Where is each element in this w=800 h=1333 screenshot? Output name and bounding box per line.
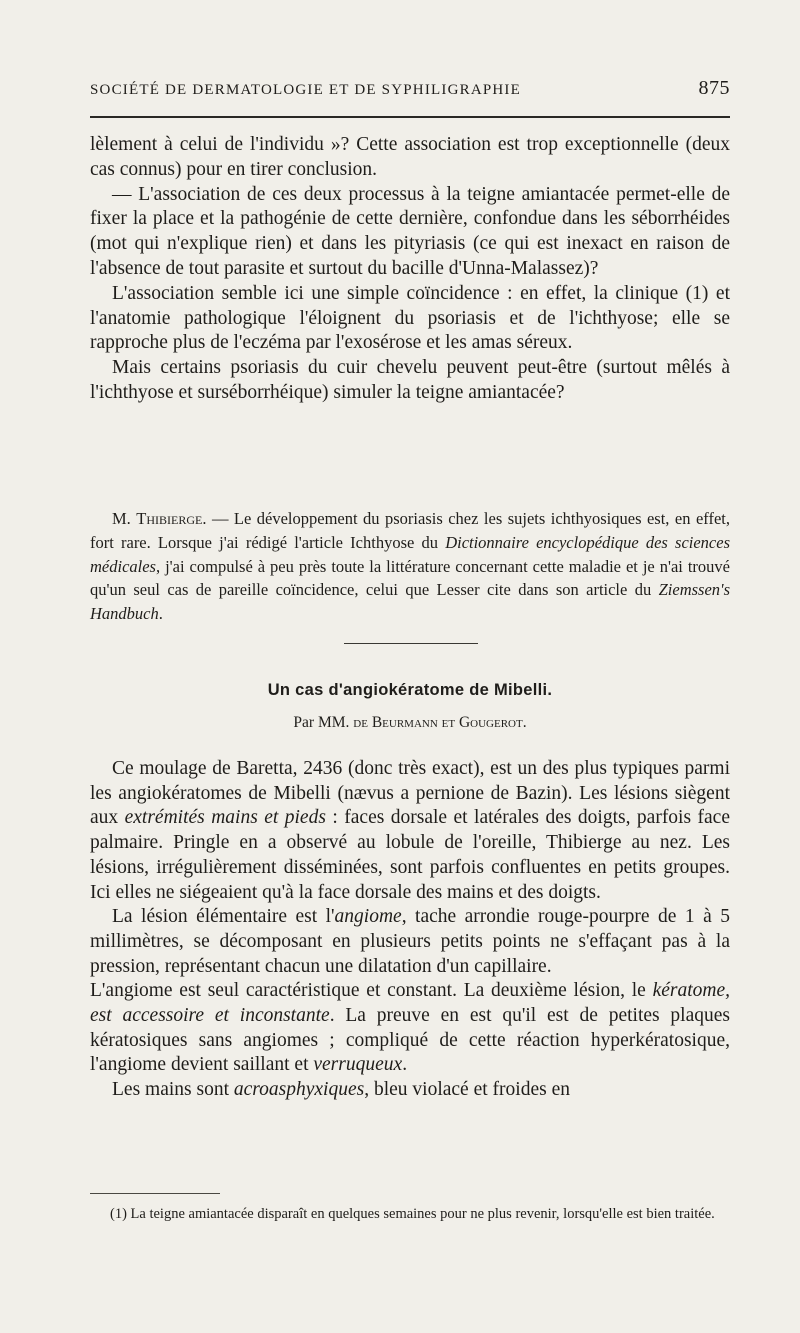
byline-prefix: Par MM. [293,714,350,731]
italic-acroasphyxiques: acroasphyxiques [233,1079,365,1101]
header-rule [90,116,730,118]
paragraph-coincidence: L'association semble ici une simple coïncidence : en effet, la clinique (1) et l'anatomie pathologique l'éloignent du psoriasis et de l'ichthyose; elle se rapproche plus de l'eczéma par l'exosérose et les amas séreux. [90,282,730,354]
italic-extremites: extrémités mains et pieds [124,807,326,829]
text-run: . [402,1054,408,1076]
italic-verruqueux: verruqueux [313,1054,403,1076]
remark-paragraph [90,507,730,626]
paragraph-psoriasis: Mais certains psoriasis du cuir chevelu peuvent peut-être (surtout mêlés à l'ichthyose et surséborrhéique) simuler la teigne amiantacée? [90,357,730,403]
footnote-rule [90,1193,220,1194]
text-run: , tache arrondie rouge-pourpre de 1 à 5 millimètres, se décomposant en plusieurs petits points ne s'effaçant pas à la pression, représentant chacun une dilatation d'un capillaire. [90,906,730,977]
text-run: , bleu violacé et froides en [364,1079,570,1101]
article-body [90,757,730,1103]
remark-text-3: . [158,604,163,624]
text-run: La lésion élémentaire est l' [112,906,335,928]
text-run: L'angiome est seul caractéristique et constant. La deuxième lésion, le [90,980,653,1002]
paragraph-lesion-elementaire [90,905,730,979]
speaker-name: Thibierge. [136,509,207,528]
paragraph-continuation: lèlement à celui de l'individu »? Cette association est trop exceptionnelle (deux cas connus) pour en tirer conclusion. [90,134,730,180]
running-head [90,77,730,100]
italic-keratome: kératome, est accessoire et inconstante [90,980,730,1027]
article-byline [90,714,730,732]
remark-text-1: — Le développement du psoriasis chez les sujets ichthyosiques est, en effet, fort rare. Lorsque j'ai rédigé l'article Ichthyose du [90,509,730,552]
text-run: . La preuve en est qu'il est de petites plaques kératosiques sans angiomes ; compliqué de cette réaction hyperkératosique, l'angiome devient saillant et [90,1005,731,1076]
text-run: : faces dorsale et latérales des doigts, parfois face palmaire. Pringle en a observé au lobule de l'oreille, Thibierge au nez. Les lésions, irrégulièrement disséminées, sont parfois confluentes en petits groupes. Ici elles ne siégeaient qu'à la face dorsale des mains et des doigts. [90,807,730,903]
running-head-title: SOCIÉTÉ DE DERMATOLOGIE ET DE SYPHILIGRAPHIE [90,82,521,98]
footnote-text: (1) La teigne amiantacée disparaît en quelques semaines pour ne plus revenir, lorsqu'elle est bien traitée. [110,1206,715,1222]
text-run: Les mains sont [112,1079,234,1101]
remark-text-2: , j'ai compulsé à peu près toute la littérature concernant cette maladie et je n'ai trouvé qu'un seul cas de pareille coïncidence, celui que Lesser cite dans son article du [90,556,730,600]
discussion-text-block [90,133,730,406]
remark-italic-dictionary: Dictionnaire encyclopédique des sciences médicales [90,532,730,576]
speaker-prefix: M. [112,509,131,528]
italic-angiome: angiome [334,906,402,928]
text-run: Ce moulage de Baretta, 2436 (donc très exact), est un des plus typiques parmi les angiokératomes de Mibelli (nævus a pernione de Bazin). Les lésions siègent aux [90,758,730,829]
thibierge-remark [90,507,730,626]
paragraph-association-question: — L'association de ces deux processus à la teigne amiantacée permet-elle de fixer la place et la pathogénie de cette dernière, confondue dans les séborrhéides (mot qui n'explique rien) et dans les pityriasis (ce qui est inexact en raison de l'absence de tout parasite et surtout du bacille d'Unna-Malassez)? [90,183,730,279]
paragraph-moulage [90,757,730,905]
paragraph-mains [90,1078,730,1103]
byline-authors: de Beurmann et Gougerot. [353,714,527,731]
page-number: 875 [698,77,730,99]
footnote [90,1205,730,1224]
paragraph-angiome [90,979,730,1078]
section-divider [344,643,478,644]
remark-italic-handbuch: Ziemssen's Handbuch [90,580,730,624]
article-title: Un cas d'angiokératome de Mibelli. [267,681,553,699]
